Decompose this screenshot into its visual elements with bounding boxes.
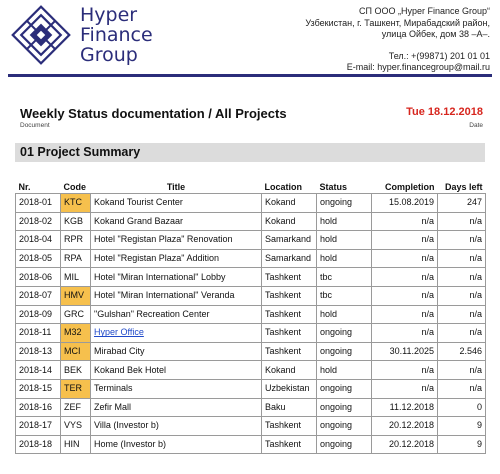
cell-title: Hotel "Registan Plaza" Addition xyxy=(91,249,262,268)
phone-number: Тел.: +(99871) 201 01 01 xyxy=(388,50,490,61)
cell-nr: 2018-11 xyxy=(16,324,61,343)
cell-days-left: n/a xyxy=(438,286,486,305)
cell-title: "Gulshan" Recreation Center xyxy=(91,305,262,324)
cell-title: Kokand Bek Hotel xyxy=(91,361,262,380)
cell-title: Mirabad City xyxy=(91,342,262,361)
cell-completion: n/a xyxy=(372,286,438,305)
cell-status: tbc xyxy=(317,268,372,287)
cell-nr: 2018-16 xyxy=(16,398,61,417)
table-row xyxy=(16,398,486,417)
cell-code: KGB xyxy=(61,212,91,231)
cell-status: ongoing xyxy=(317,379,372,398)
cell-code: RPA xyxy=(61,249,91,268)
cell-nr: 2018-07 xyxy=(16,286,61,305)
letterhead xyxy=(0,0,500,80)
document-title: Weekly Status documentation / All Projects xyxy=(20,106,287,121)
cell-title: Hotel "Registan Plaza" Renovation xyxy=(91,231,262,250)
cell-location: Kokand xyxy=(262,194,317,213)
column-header-status: Status xyxy=(319,182,348,192)
project-link[interactable]: Hyper Office xyxy=(94,327,144,338)
cell-nr: 2018-18 xyxy=(16,435,61,454)
cell-completion: 11.12.2018 xyxy=(372,398,438,417)
cell-completion: 20.12.2018 xyxy=(372,417,438,436)
cell-code: MCI xyxy=(61,342,91,361)
cell-status: ongoing xyxy=(317,194,372,213)
table-row xyxy=(16,268,486,287)
cell-location: Samarkand xyxy=(262,231,317,250)
column-header-title: Title xyxy=(166,182,186,192)
logo-wordmark xyxy=(80,5,153,65)
cell-title: Villa (Investor b) xyxy=(91,417,262,436)
document-label: Document xyxy=(20,122,50,129)
cell-days-left: 0 xyxy=(438,398,486,417)
table-row xyxy=(16,286,486,305)
cell-status: hold xyxy=(317,212,372,231)
cell-location: Tashkent xyxy=(262,417,317,436)
cell-title xyxy=(91,324,262,343)
cell-status: ongoing xyxy=(317,417,372,436)
cell-completion: 30.11.2025 xyxy=(372,342,438,361)
cell-days-left: n/a xyxy=(438,305,486,324)
cell-location: Samarkand xyxy=(262,249,317,268)
cell-location: Kokand xyxy=(262,361,317,380)
address-line: улица Ойбек, дом 38 –А–. xyxy=(381,29,490,39)
logo-line: Group xyxy=(80,44,138,66)
company-name: СП ООО „Hyper Finance Group“ xyxy=(358,6,490,16)
cell-title: Kokand Tourist Center xyxy=(91,194,262,213)
cell-completion: n/a xyxy=(372,249,438,268)
cell-days-left: n/a xyxy=(438,268,486,287)
table-row xyxy=(16,324,486,343)
table-row xyxy=(16,194,486,213)
cell-title: Home (Investor b) xyxy=(91,435,262,454)
cell-days-left: n/a xyxy=(438,324,486,343)
cell-code: HMV xyxy=(61,286,91,305)
cell-code: RPR xyxy=(61,231,91,250)
cell-code: KTC xyxy=(61,194,91,213)
cell-code: VYS xyxy=(61,417,91,436)
cell-status: hold xyxy=(317,231,372,250)
cell-completion: n/a xyxy=(372,324,438,343)
column-header-location: Location xyxy=(264,182,302,192)
cell-title: Hotel "Miran International" Lobby xyxy=(91,268,262,287)
cell-location: Tashkent xyxy=(262,286,317,305)
cell-nr: 2018-17 xyxy=(16,417,61,436)
table-row xyxy=(16,435,486,454)
cell-days-left: 9 xyxy=(438,435,486,454)
table-row xyxy=(16,249,486,268)
cell-location: Tashkent xyxy=(262,268,317,287)
cell-code: ZEF xyxy=(61,398,91,417)
cell-location: Kokand xyxy=(262,212,317,231)
cell-location: Tashkent xyxy=(262,305,317,324)
cell-status: hold xyxy=(317,249,372,268)
cell-nr: 2018-09 xyxy=(16,305,61,324)
address-line: Узбекистан, г. Ташкент, Мирабадский район, xyxy=(305,17,490,28)
table-header-row xyxy=(16,170,486,194)
column-header-completion: Completion xyxy=(385,182,435,192)
cell-code: HIN xyxy=(61,435,91,454)
email-address[interactable]: E-mail: hyper.financegroup@mail.ru xyxy=(346,62,490,72)
table-row xyxy=(16,379,486,398)
cell-days-left: 9 xyxy=(438,417,486,436)
cell-status: tbc xyxy=(317,286,372,305)
logo-line: Finance xyxy=(80,24,153,46)
cell-location: Tashkent xyxy=(262,324,317,343)
cell-status: ongoing xyxy=(317,324,372,343)
table-row xyxy=(16,212,486,231)
cell-code: MIL xyxy=(61,268,91,287)
table-row xyxy=(16,305,486,324)
column-header-days-left: Days left xyxy=(444,182,483,192)
cell-title: Zefir Mall xyxy=(91,398,262,417)
cell-code: M32 xyxy=(61,324,91,343)
cell-days-left: 247 xyxy=(438,194,486,213)
cell-code: TER xyxy=(61,379,91,398)
cell-completion: 20.12.2018 xyxy=(372,435,438,454)
cell-status: ongoing xyxy=(317,342,372,361)
cell-completion: n/a xyxy=(372,305,438,324)
cell-completion: n/a xyxy=(372,361,438,380)
cell-location: Baku xyxy=(262,398,317,417)
table-row xyxy=(16,417,486,436)
cell-completion: 15.08.2019 xyxy=(372,194,438,213)
column-header-nr: Nr. xyxy=(18,182,31,192)
cell-nr: 2018-06 xyxy=(16,268,61,287)
cell-status: hold xyxy=(317,361,372,380)
company-address xyxy=(210,6,490,74)
cell-code: GRC xyxy=(61,305,91,324)
table-body xyxy=(16,194,486,454)
document-date: Tue 18.12.2018 xyxy=(406,106,483,118)
table-row xyxy=(16,342,486,361)
cell-days-left: 2.546 xyxy=(438,342,486,361)
cell-title: Terminals xyxy=(91,379,262,398)
cell-completion: n/a xyxy=(372,231,438,250)
cell-title: Kokand Grand Bazaar xyxy=(91,212,262,231)
cell-nr: 2018-02 xyxy=(16,212,61,231)
company-logo-icon xyxy=(10,4,72,66)
logo-line: Hyper xyxy=(80,4,138,26)
cell-location: Uzbekistan xyxy=(262,379,317,398)
cell-completion: n/a xyxy=(372,268,438,287)
cell-days-left: n/a xyxy=(438,249,486,268)
cell-status: hold xyxy=(317,305,372,324)
table-row xyxy=(16,231,486,250)
column-header-code: Code xyxy=(63,182,86,192)
cell-status: ongoing xyxy=(317,398,372,417)
project-summary-table xyxy=(15,170,486,454)
cell-days-left: n/a xyxy=(438,379,486,398)
table-row xyxy=(16,361,486,380)
cell-status: ongoing xyxy=(317,435,372,454)
cell-nr: 2018-05 xyxy=(16,249,61,268)
cell-location: Tashkent xyxy=(262,435,317,454)
cell-completion: n/a xyxy=(372,212,438,231)
section-header xyxy=(15,143,485,162)
cell-location: Tashkent xyxy=(262,342,317,361)
section-title: 01 Project Summary xyxy=(20,145,141,159)
cell-title: Hotel "Miran International" Veranda xyxy=(91,286,262,305)
cell-days-left: n/a xyxy=(438,231,486,250)
cell-days-left: n/a xyxy=(438,361,486,380)
cell-nr: 2018-13 xyxy=(16,342,61,361)
cell-nr: 2018-15 xyxy=(16,379,61,398)
header-divider xyxy=(8,74,492,77)
cell-nr: 2018-14 xyxy=(16,361,61,380)
cell-nr: 2018-01 xyxy=(16,194,61,213)
cell-days-left: n/a xyxy=(438,212,486,231)
cell-completion: n/a xyxy=(372,379,438,398)
cell-nr: 2018-04 xyxy=(16,231,61,250)
cell-code: BEK xyxy=(61,361,91,380)
date-label: Date xyxy=(469,122,483,129)
